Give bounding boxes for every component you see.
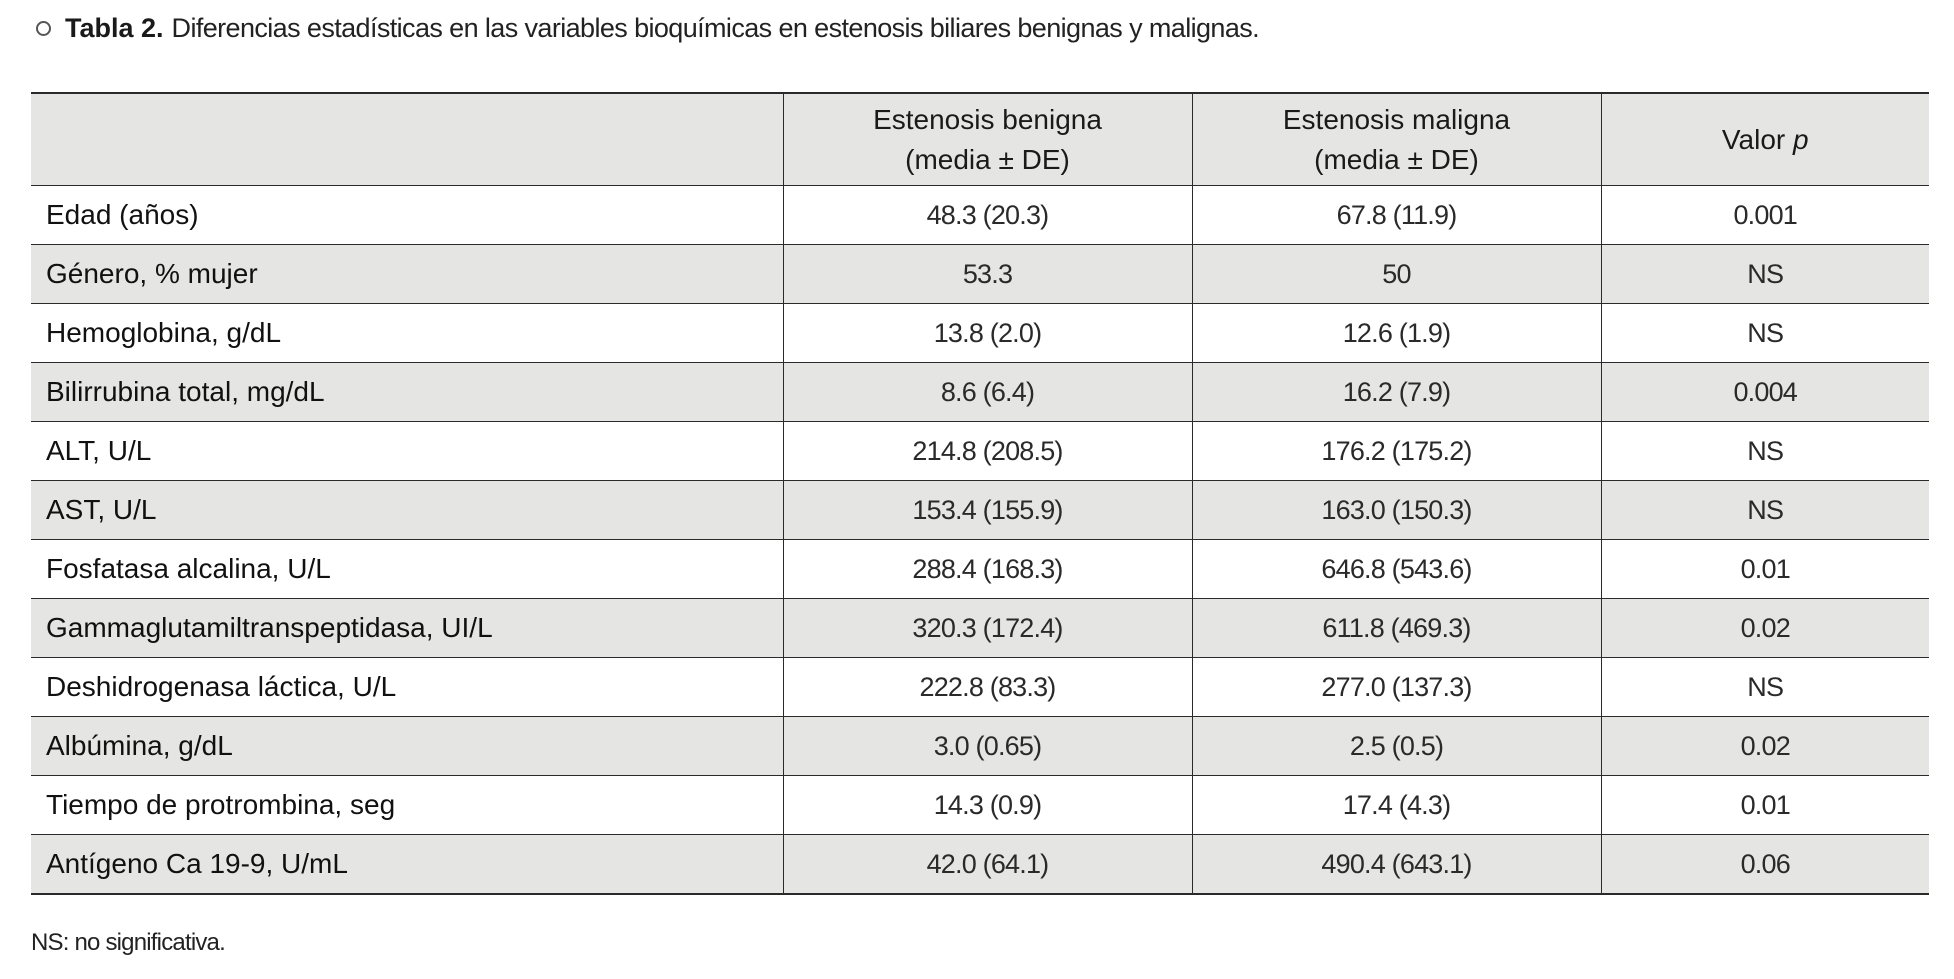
cell-p-value: 0.01	[1601, 776, 1929, 835]
cell-malign: 50	[1192, 245, 1601, 304]
cell-malign: 17.4 (4.3)	[1192, 776, 1601, 835]
cell-variable: Albúmina, g/dL	[31, 717, 783, 776]
caption-label: Tabla 2.	[65, 12, 164, 43]
cell-benign: 222.8 (83.3)	[783, 658, 1192, 717]
cell-p-value: 0.004	[1601, 363, 1929, 422]
header-benign-title: Estenosis benigna	[873, 103, 1102, 135]
table-row	[31, 245, 1929, 304]
table-body	[31, 186, 1929, 895]
header-p-prefix: Valor	[1721, 123, 1786, 155]
cell-variable: AST, U/L	[31, 481, 783, 540]
cell-benign: 53.3	[783, 245, 1192, 304]
table-row	[31, 658, 1929, 717]
cell-p-value: NS	[1601, 304, 1929, 363]
table-row	[31, 540, 1929, 599]
caption-text: Diferencias estadísticas en las variables bioquímicas en estenosis biliares benignas y malignas.	[171, 12, 1260, 43]
cell-benign: 14.3 (0.9)	[783, 776, 1192, 835]
cell-benign: 288.4 (168.3)	[783, 540, 1192, 599]
cell-variable: Bilirrubina total, mg/dL	[31, 363, 783, 422]
cell-benign: 153.4 (155.9)	[783, 481, 1192, 540]
cell-malign: 277.0 (137.3)	[1192, 658, 1601, 717]
header-malign	[1192, 93, 1601, 186]
table-row	[31, 363, 1929, 422]
table-row	[31, 481, 1929, 540]
header-benign-subtitle: (media ± DE)	[905, 143, 1070, 175]
table-row	[31, 304, 1929, 363]
header-p-symbol: p	[1793, 123, 1809, 155]
cell-variable: Hemoglobina, g/dL	[31, 304, 783, 363]
cell-variable: ALT, U/L	[31, 422, 783, 481]
table-row	[31, 422, 1929, 481]
cell-malign: 67.8 (11.9)	[1192, 186, 1601, 245]
header-malign-title: Estenosis maligna	[1282, 103, 1511, 135]
cell-variable: Edad (años)	[31, 186, 783, 245]
cell-p-value: NS	[1601, 422, 1929, 481]
cell-malign: 176.2 (175.2)	[1192, 422, 1601, 481]
cell-p-value: 0.02	[1601, 717, 1929, 776]
cell-p-value: 0.06	[1601, 835, 1929, 895]
header-malign-subtitle: (media ± DE)	[1314, 143, 1479, 175]
cell-malign: 490.4 (643.1)	[1192, 835, 1601, 895]
cell-variable: Tiempo de protrombina, seg	[31, 776, 783, 835]
cell-benign: 320.3 (172.4)	[783, 599, 1192, 658]
table-row	[31, 717, 1929, 776]
statistics-table	[31, 92, 1929, 895]
cell-benign: 42.0 (64.1)	[783, 835, 1192, 895]
cell-benign: 48.3 (20.3)	[783, 186, 1192, 245]
table-row	[31, 776, 1929, 835]
cell-p-value: 0.02	[1601, 599, 1929, 658]
cell-benign: 3.0 (0.65)	[783, 717, 1192, 776]
header-benign	[783, 93, 1192, 186]
cell-variable: Antígeno Ca 19-9, U/mL	[31, 835, 783, 895]
cell-variable: Fosfatasa alcalina, U/L	[31, 540, 783, 599]
cell-malign: 646.8 (543.6)	[1192, 540, 1601, 599]
table-row	[31, 835, 1929, 895]
cell-benign: 8.6 (6.4)	[783, 363, 1192, 422]
cell-benign: 214.8 (208.5)	[783, 422, 1192, 481]
circle-outline-icon	[36, 21, 51, 36]
cell-malign: 16.2 (7.9)	[1192, 363, 1601, 422]
cell-p-value: NS	[1601, 658, 1929, 717]
cell-p-value: NS	[1601, 245, 1929, 304]
cell-malign: 611.8 (469.3)	[1192, 599, 1601, 658]
cell-malign: 163.0 (150.3)	[1192, 481, 1601, 540]
cell-malign: 2.5 (0.5)	[1192, 717, 1601, 776]
table-caption	[36, 8, 1259, 48]
cell-variable: Género, % mujer	[31, 245, 783, 304]
cell-malign: 12.6 (1.9)	[1192, 304, 1601, 363]
footnote: NS: no significativa.	[31, 929, 225, 956]
table-row	[31, 186, 1929, 245]
header-p-value	[1601, 93, 1929, 186]
cell-p-value: 0.01	[1601, 540, 1929, 599]
table-header-row	[31, 93, 1929, 186]
cell-variable: Deshidrogenasa láctica, U/L	[31, 658, 783, 717]
cell-variable: Gammaglutamiltranspeptidasa, UI/L	[31, 599, 783, 658]
cell-p-value: 0.001	[1601, 186, 1929, 245]
cell-benign: 13.8 (2.0)	[783, 304, 1192, 363]
cell-p-value: NS	[1601, 481, 1929, 540]
table-row	[31, 599, 1929, 658]
header-variable	[31, 93, 783, 186]
